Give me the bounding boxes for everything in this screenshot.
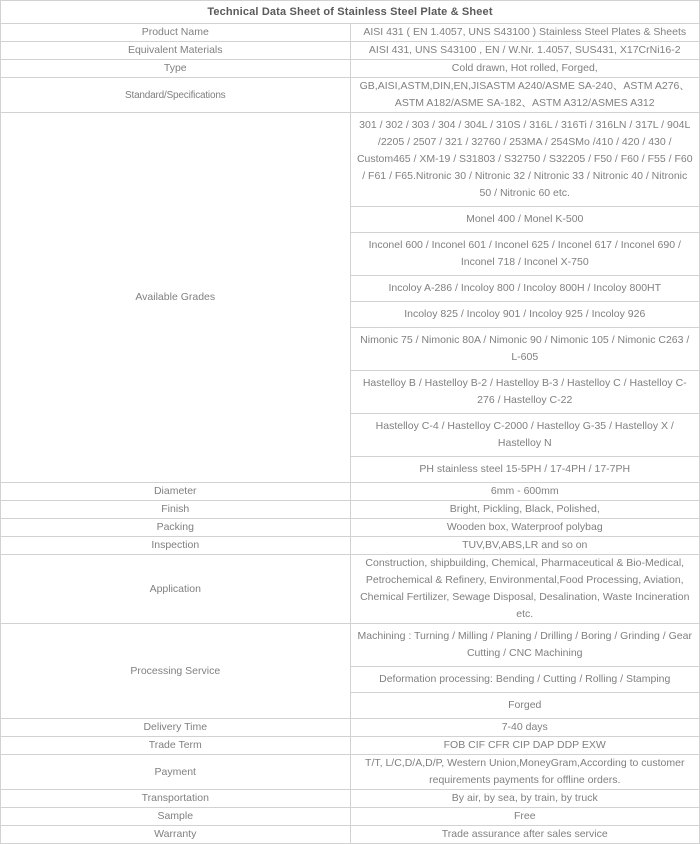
grades-subrow <box>351 302 700 328</box>
table-row <box>1 24 700 42</box>
table-row <box>1 790 700 808</box>
row-value-packing: Wooden box, Waterproof polybag <box>350 519 700 537</box>
table-row <box>1 555 700 624</box>
row-value-application: Construction, shipbuilding, Chemical, Pharmaceutical & Bio-Medical, Petrochemical & Refinery, Environmental,Food Processing, Aviation, Chemical Fertilizer, Sewage Disposal, Desalination, Waste Incineration etc. <box>350 555 700 624</box>
grades-line-hastelloy-b: Hastelloy C-4 / Hastelloy C-2000 / Hastelloy G-35 / Hastelloy X / Hastelloy N <box>351 414 700 457</box>
row-label-delivery-time: Delivery Time <box>1 719 351 737</box>
grades-subrow <box>351 276 700 302</box>
row-value-type: Cold drawn, Hot rolled, Forged, <box>350 60 700 78</box>
grades-line-inconel: Inconel 600 / Inconel 601 / Inconel 625 / Inconel 617 / Inconel 690 / Inconel 718 / Inconel X-750 <box>351 233 700 276</box>
table-row <box>1 113 700 483</box>
grades-subrow <box>351 414 700 457</box>
processing-line-machining: Machining : Turning / Milling / Planing / Drilling / Boring / Grinding / Gear Cutting / CNC Machining <box>351 624 700 667</box>
processing-line-forged: Forged <box>508 699 542 711</box>
table-row <box>1 808 700 826</box>
grades-line-incoloy-a: Incoloy A-286 / Incoloy 800 / Incoloy 800H / Incoloy 800HT <box>351 276 700 302</box>
table-row <box>1 624 700 719</box>
table-row <box>1 737 700 755</box>
grades-subrow <box>351 207 700 233</box>
table-row <box>1 78 700 113</box>
row-value-processing-service <box>350 624 700 719</box>
processing-subrow <box>351 693 700 719</box>
table-title-row <box>1 1 700 24</box>
grades-subrow <box>351 371 700 414</box>
row-value-payment: T/T, L/C,D/A,D/P, Western Union,MoneyGram,According to customer requirements payments for offline orders. <box>350 755 700 790</box>
table-row <box>1 60 700 78</box>
row-label-equivalent-materials: Equivalent Materials <box>1 42 351 60</box>
row-label-application: Application <box>1 555 351 624</box>
page-title: Technical Data Sheet of Stainless Steel Plate & Sheet <box>1 1 700 24</box>
row-label-sample: Sample <box>1 808 351 826</box>
row-label-processing-service: Processing Service <box>1 624 351 719</box>
grades-line-monel: Monel 400 / Monel K-500 <box>351 207 700 233</box>
row-value-equivalent-materials: AISI 431, UNS S43100 , EN / W.Nr. 1.4057, SUS431, X17CrNi16-2 <box>350 42 700 60</box>
grades-subrow <box>351 328 700 371</box>
row-value-trade-term: FOB CIF CFR CIP DAP DDP EXW <box>350 737 700 755</box>
grades-line-incoloy-b: Incoloy 825 / Incoloy 901 / Incoloy 925 / Incoloy 926 <box>351 302 700 328</box>
row-value-warranty: Trade assurance after sales service <box>350 826 700 844</box>
processing-line-deformation: Deformation processing: Bending / Cutting / Rolling / Stamping <box>351 667 700 693</box>
table-row <box>1 42 700 60</box>
row-label-transportation: Transportation <box>1 790 351 808</box>
row-label-available-grades: Available Grades <box>1 113 351 483</box>
row-label-product-name: Product Name <box>1 24 351 42</box>
row-value-sample: Free <box>350 808 700 826</box>
row-label-standard-specifications: Standard/Specifications <box>1 78 351 113</box>
table-row <box>1 483 700 501</box>
row-label-trade-term: Trade Term <box>1 737 351 755</box>
grades-subrow <box>351 113 700 207</box>
grades-line-stainless: 301 / 302 / 303 / 304 / 304L / 310S / 316L / 316Ti / 316LN / 317L / 904L /2205 / 2507 / 321 / 32760 / 253MA / 254SMo /410 / 420 / 430 / Custom465 / XM-19 / S31803 / S32750 / S32205 / F50 / F60 / F55 / F60 / F61 / F65.Nitronic 30 / Nitronic 32 / Nitronic 33 / Nitronic 40 / Nitronic 50 / Nitronic 60 etc. <box>351 113 700 207</box>
grades-subrow <box>351 457 700 483</box>
table-row <box>1 537 700 555</box>
table-row <box>1 826 700 844</box>
processing-subrow <box>351 667 700 693</box>
grades-line-hastelloy-a: Hastelloy B / Hastelloy B-2 / Hastelloy B-3 / Hastelloy C / Hastelloy C-276 / Hastelloy C-22 <box>351 371 700 414</box>
row-label-payment: Payment <box>1 755 351 790</box>
row-label-warranty: Warranty <box>1 826 351 844</box>
grades-line-nimonic: Nimonic 75 / Nimonic 80A / Nimonic 90 / Nimonic 105 / Nimonic C263 / L-605 <box>351 328 700 371</box>
row-value-available-grades <box>350 113 700 483</box>
row-label-type: Type <box>1 60 351 78</box>
table-row <box>1 501 700 519</box>
table-row <box>1 719 700 737</box>
row-value-diameter: 6mm - 600mm <box>350 483 700 501</box>
row-value-product-name: AISI 431 ( EN 1.4057, UNS S43100 ) Stainless Steel Plates & Sheets <box>350 24 700 42</box>
row-value-inspection: TUV,BV,ABS,LR and so on <box>350 537 700 555</box>
processing-service-subtable <box>351 624 700 718</box>
row-label-packing: Packing <box>1 519 351 537</box>
table-row <box>1 519 700 537</box>
processing-subrow <box>351 624 700 667</box>
row-value-standard-specifications: GB,AISI,ASTM,DIN,EN,JISASTM A240/ASME SA-240、ASTM A276、ASTM A182/ASME SA-182、ASTM A312/ASMES A312 <box>350 78 700 113</box>
row-label-diameter: Diameter <box>1 483 351 501</box>
grades-line-ph-stainless: PH stainless steel 15-5PH / 17-4PH / 17-7PH <box>419 463 631 475</box>
row-value-transportation: By air, by sea, by train, by truck <box>350 790 700 808</box>
row-label-inspection: Inspection <box>1 537 351 555</box>
row-label-finish: Finish <box>1 501 351 519</box>
grades-subrow <box>351 233 700 276</box>
table-row <box>1 755 700 790</box>
row-value-delivery-time: 7-40 days <box>350 719 700 737</box>
row-value-finish: Bright, Pickling, Black, Polished, <box>350 501 700 519</box>
available-grades-subtable <box>351 113 700 482</box>
